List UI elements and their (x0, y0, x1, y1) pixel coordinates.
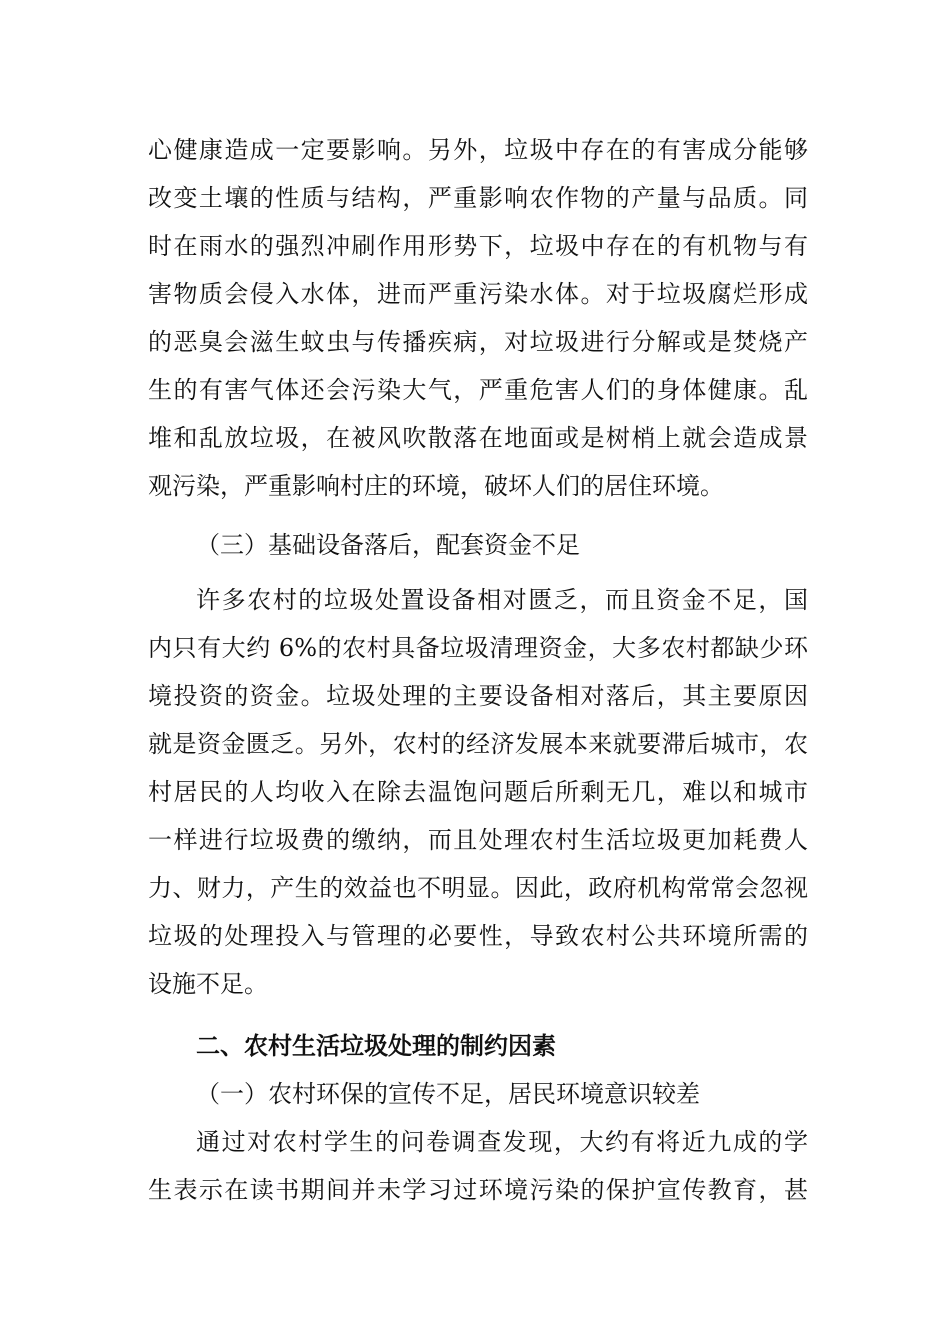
paragraph-line: 许多农村的垃圾处置设备相对匮乏，而且资金不足，国 (196, 586, 808, 614)
paragraph-line: 改变土壤的性质与结构，严重影响农作物的产量与品质。同 (148, 184, 808, 212)
paragraph-line: 生表示在读书期间并未学习过环境污染的保护宣传教育，甚 (148, 1176, 808, 1204)
paragraph-line: 的恶臭会滋生蚊虫与传播疾病，对垃圾进行分解或是焚烧产 (148, 328, 808, 356)
paragraph-line: 心健康造成一定要影响。另外，垃圾中存在的有害成分能够 (148, 136, 808, 164)
paragraph-line: 力、财力，产生的效益也不明显。因此，政府机构常常会忽视 (148, 874, 808, 902)
paragraph-line: 垃圾的处理投入与管理的必要性，导致农村公共环境所需的 (148, 922, 808, 950)
paragraph-line: 生的有害气体还会污染大气，严重危害人们的身体健康。乱 (148, 376, 808, 404)
subsection-heading: （三）基础设备落后，配套资金不足 (196, 531, 580, 559)
paragraph-line: 通过对农村学生的问卷调查发现，大约有将近九成的学 (196, 1128, 808, 1156)
subsection-heading: （一）农村环保的宣传不足，居民环境意识较差 (196, 1080, 700, 1108)
paragraph-line: 害物质会侵入水体，进而严重污染水体。对于垃圾腐烂形成 (148, 280, 808, 308)
paragraph-line: 设施不足。 (148, 970, 268, 998)
paragraph-line: 就是资金匮乏。另外，农村的经济发展本来就要滞后城市，农 (148, 730, 808, 758)
section-heading: 二、农村生活垃圾处理的制约因素 (196, 1032, 556, 1060)
paragraph-line: 一样进行垃圾费的缴纳，而且处理农村生活垃圾更加耗费人 (148, 826, 808, 854)
paragraph-line: 境投资的资金。垃圾处理的主要设备相对落后，其主要原因 (148, 682, 808, 710)
paragraph-line: 内只有大约 6%的农村具备垃圾清理资金，大多农村都缺少环 (148, 634, 808, 662)
paragraph-line: 时在雨水的强烈冲刷作用形势下，垃圾中存在的有机物与有 (148, 232, 808, 260)
paragraph-line: 村居民的人均收入在除去温饱问题后所剩无几，难以和城市 (148, 778, 808, 806)
paragraph-line: 观污染，严重影响村庄的环境，破坏人们的居住环境。 (148, 472, 724, 500)
paragraph-line: 堆和乱放垃圾，在被风吹散落在地面或是树梢上就会造成景 (148, 424, 808, 452)
